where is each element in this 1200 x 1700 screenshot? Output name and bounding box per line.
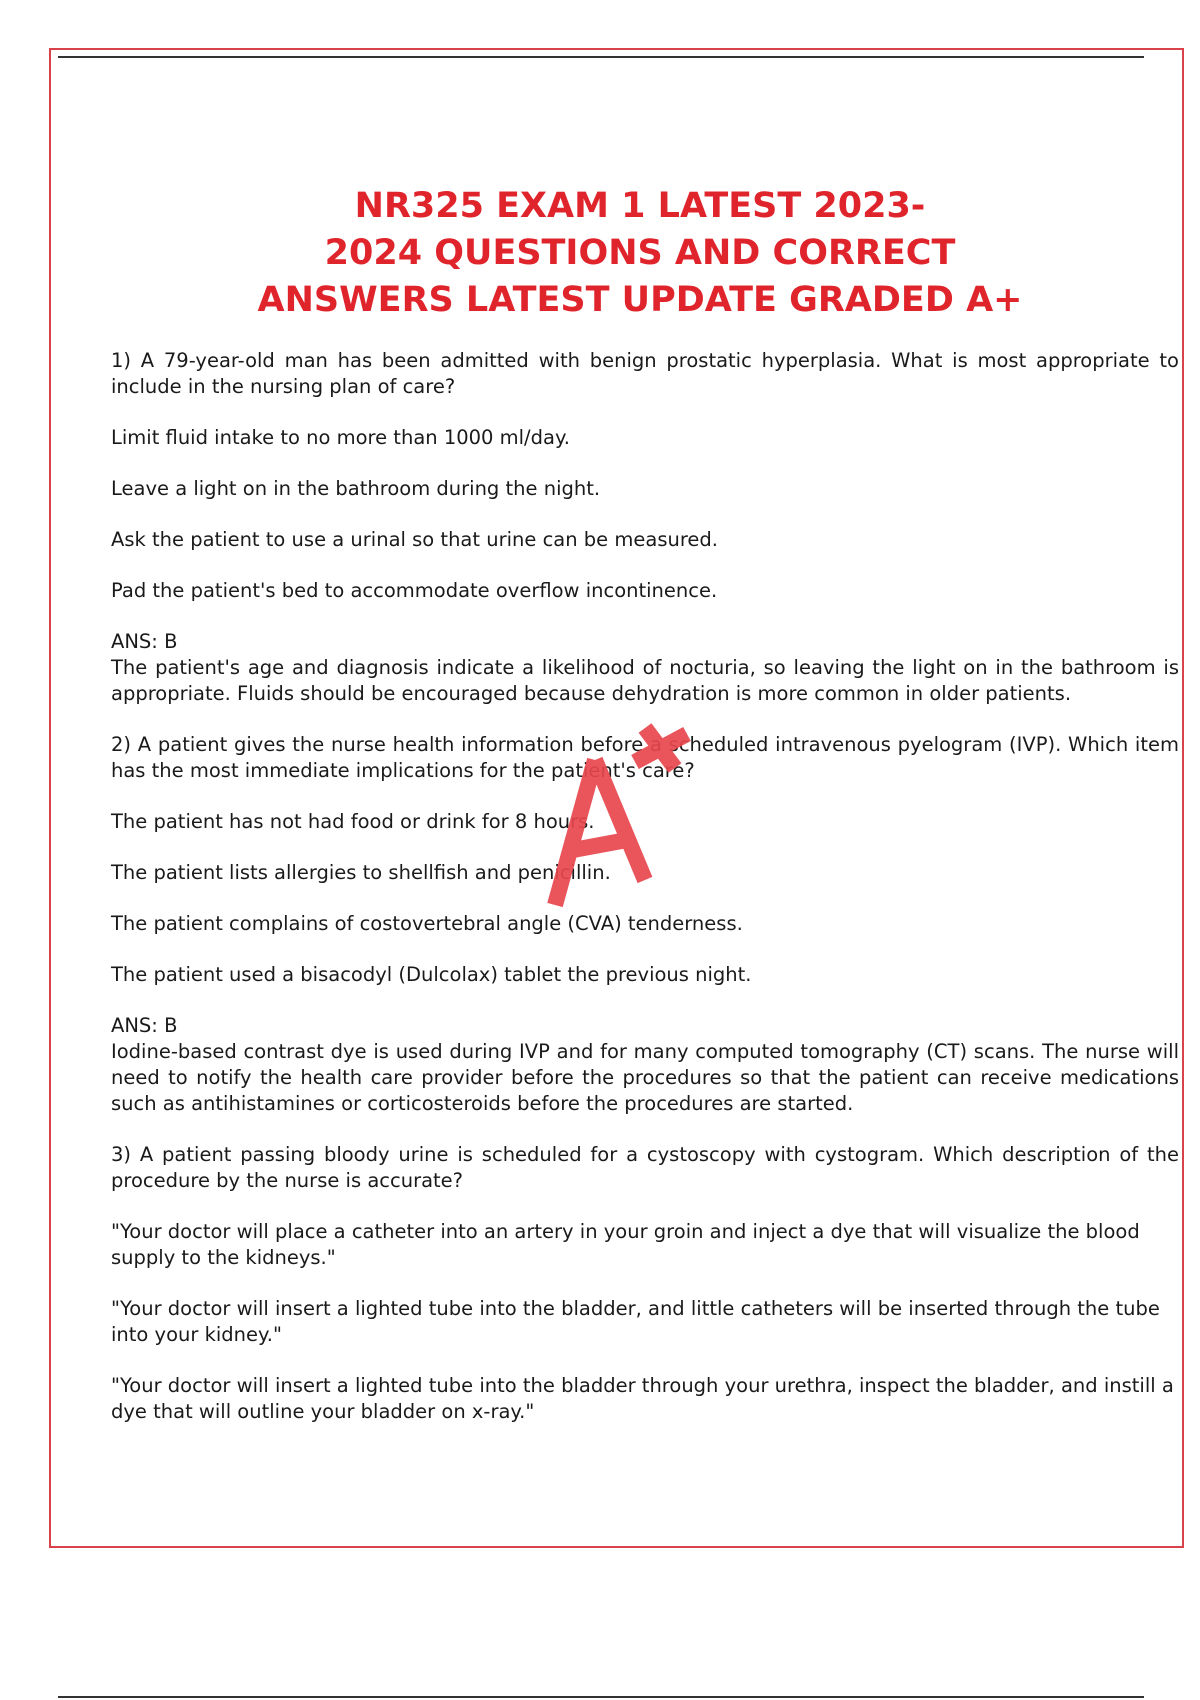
question-3-option-b: "Your doctor will insert a lighted tube into the bladder, and little catheters will be inserted through the tube into your kidney." bbox=[111, 1297, 1160, 1346]
question-1-option-a: Limit fluid intake to no more than 1000 ml/day. bbox=[111, 426, 570, 449]
question-2-option-a: The patient has not had food or drink for 8 hours. bbox=[111, 810, 595, 833]
question-2-option-c: The patient complains of costovertebral angle (CVA) tenderness. bbox=[111, 912, 743, 935]
question-1-option-c: Ask the patient to use a urinal so that urine can be measured. bbox=[111, 528, 718, 551]
top-rule bbox=[58, 56, 1144, 58]
document-body bbox=[111, 348, 1179, 1450]
bottom-rule bbox=[58, 1696, 1144, 1698]
question-2-answer: ANS: B bbox=[111, 1014, 178, 1037]
question-3-option-c: "Your doctor will insert a lighted tube into the bladder through your urethra, inspect the bladder, and instill a dye that will outline your bladder on x-ray." bbox=[111, 1374, 1174, 1423]
title-line: NR325 EXAM 1 LATEST 2023- bbox=[354, 186, 926, 226]
title-line: ANSWERS LATEST UPDATE GRADED A+ bbox=[257, 280, 1023, 320]
question-2-rationale: Iodine-based contrast dye is used during IVP and for many computed tomography (CT) scans. The nurse will need to notify the health care provider before the procedures so that the patient can receive medications such as antihistamines or corticosteroids before the procedures are started. bbox=[111, 1040, 1179, 1115]
question-1-option-b: Leave a light on in the bathroom during the night. bbox=[111, 477, 601, 500]
question-2-option-b: The patient lists allergies to shellfish and penicillin. bbox=[111, 861, 611, 884]
title-line: 2024 QUESTIONS AND CORRECT bbox=[324, 233, 956, 273]
question-1-text: 1) A 79-year-old man has been admitted with benign prostatic hyperplasia. What is most appropriate to include in the nursing plan of care? bbox=[111, 349, 1179, 398]
question-3-text: 3) A patient passing bloody urine is scheduled for a cystoscopy with cystogram. Which description of the procedure by the nurse is accurate? bbox=[111, 1143, 1179, 1192]
question-2-text: 2) A patient gives the nurse health information before a scheduled intravenous pyelogram (IVP). Which item has the most immediate implications for the patient's care? bbox=[111, 733, 1179, 782]
question-1-rationale: The patient's age and diagnosis indicate a likelihood of nocturia, so leaving the light on in the bathroom is appropriate. Fluids should be encouraged because dehydration is more common in older patients. bbox=[111, 656, 1179, 705]
question-1-answer: ANS: B bbox=[111, 630, 178, 653]
question-2-option-d: The patient used a bisacodyl (Dulcolax) tablet the previous night. bbox=[111, 963, 752, 986]
question-1-option-d: Pad the patient's bed to accommodate overflow incontinence. bbox=[111, 579, 718, 602]
document-title bbox=[200, 183, 1080, 324]
question-3-option-a: "Your doctor will place a catheter into an artery in your groin and inject a dye that will visualize the blood supply to the kidneys." bbox=[111, 1220, 1140, 1269]
